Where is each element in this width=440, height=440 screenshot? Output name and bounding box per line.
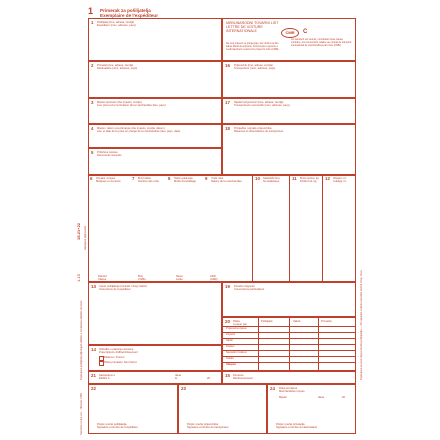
letter-label-fr: Lettre <box>176 278 183 281</box>
cmr-title-1: MEĐUNARODNI TOVARNI LIST <box>226 21 279 25</box>
side-text-sender: Popunjava pošiljatelj uključujući rubrike s oznakama debelim okvirom <box>80 300 83 380</box>
signature-label-hr: Potpis i pečat prijevoznika <box>187 423 219 426</box>
cmr-letter: C <box>303 29 308 35</box>
box-number: 9 <box>205 176 208 181</box>
box-label-fr: Transporteurs successifs (nom, adresse, pays) <box>234 104 290 107</box>
year-prefix: 20 <box>342 396 345 399</box>
cmr-header-box <box>222 18 356 61</box>
box-5-documents[interactable] <box>88 148 222 175</box>
box-8-packing[interactable] <box>166 175 202 275</box>
copy-title-hr: Primerak za pošiljatelja <box>100 8 151 13</box>
side-code: 1-15 <box>76 273 81 282</box>
pay-row-7: Ukupno <box>226 363 237 366</box>
place-label: Mjesto <box>279 396 287 399</box>
box-label-fr: Marchandises reçues <box>279 390 305 393</box>
pay-row-2: Popusti <box>226 333 235 336</box>
box-number: 12 <box>325 176 330 181</box>
date-label-fr: le <box>175 377 178 380</box>
box-11-gross-weight[interactable] <box>290 175 322 275</box>
cmr-note-right: Ce transport est soumis, nonobstant toute clause contraire, à la Convention relative au contrat de transport international de marchandises par route (CMR). <box>291 38 352 47</box>
box-10-statistical[interactable] <box>253 175 288 275</box>
box-number: 10 <box>255 176 260 181</box>
box-label-hr: Primatelj (ime, adresa, zemlja) <box>97 64 134 67</box>
box-label-hr: Statistički broj <box>263 177 280 180</box>
signature-label-hr: Potpis i pečat primatelja <box>276 423 305 426</box>
pay-row-3: Saldo <box>226 339 233 342</box>
box-label-fr: Instructions de l'expéditeur <box>99 288 131 291</box>
box-label-fr: Marques et numéros <box>96 180 121 183</box>
box-label-hr: Mjesto isporuke robe (mjesto, zemlja) <box>97 101 142 104</box>
box-label-fr: Mode d'emballage <box>174 180 196 183</box>
date-label: dana <box>318 396 324 399</box>
box-15-cash-on-delivery[interactable] <box>222 371 356 384</box>
box-9-nature[interactable] <box>203 175 251 275</box>
box-label-hr: Plaća <box>233 320 240 323</box>
copy-number: 1 <box>88 6 94 16</box>
box-label-hr: Obujam m³ <box>333 177 347 180</box>
box-label-fr: Réserves et observations du transporteur <box>234 130 284 133</box>
pay-row-5: Sporedni troškovi <box>226 351 247 354</box>
class-label-fr: Classe <box>98 278 107 281</box>
box-number: 11 <box>292 176 297 181</box>
pay-col-sender: Pošiljatelj <box>261 320 273 323</box>
box-label-fr: No statistique <box>263 180 280 183</box>
box-6-marks[interactable] <box>88 175 128 275</box>
box-label-fr: Prescriptions d'affranchissement <box>99 351 138 354</box>
box-2-consignee[interactable] <box>88 61 222 98</box>
box-number: 8 <box>168 176 171 181</box>
box-number: 14 <box>91 347 96 352</box>
pay-col-currency: Valuta <box>293 320 301 323</box>
box-number: 5 <box>91 150 94 155</box>
side-bottom-left: Narodne novine d.d. · Obrazac CMR <box>80 392 83 435</box>
box-label-fr: Nature de la marchandise <box>211 180 242 183</box>
box-number: 15 <box>225 373 230 378</box>
letter-label: Slovo <box>176 275 183 278</box>
box-number: 1 <box>91 20 94 25</box>
box-number: 4 <box>91 126 94 131</box>
box-label-fr: Lieu prévu pour la livraison de la marchandise (lieu, pays) <box>97 104 166 107</box>
box-label-hr: Prijevoznik (ime, adresa, zemlja) <box>234 64 273 67</box>
box-label-hr: Priložene isprave <box>97 151 118 154</box>
box-label-fr: Établie à <box>99 377 110 380</box>
box-number: 21 <box>91 373 96 378</box>
box-17-successive-carriers[interactable] <box>222 98 356 124</box>
box-13-instructions[interactable] <box>88 282 222 345</box>
box-label-hr: Bruto težina, kg <box>300 177 319 180</box>
box-label-fr: Expéditeur (nom, adresse, pays) <box>97 24 136 27</box>
box-label-hr: Odredbe o plaćanju vozarine <box>99 348 134 351</box>
box-number: 2 <box>91 63 94 68</box>
adr-label-fr: (ADR) <box>210 278 218 281</box>
cmr-note-left: Ne ovoj prijevoz se primjenjuje, bez obzira na bilo kakvu klauzulu suprotno, Konvencija o ugovoru o međunarodnom cestovnom prijevozu robe (CMR). <box>226 42 280 51</box>
option-non-franco: Plaća primatelj / Non franco <box>104 361 138 364</box>
box-number: 22 <box>91 386 96 391</box>
box-label-hr: Mjesto i datum preuzimanja robe (mjesto, zemlja, datum) <box>97 127 165 130</box>
signature-label-fr: Signature et timbre du transporteur <box>187 426 229 429</box>
box-label-hr: Upute pošiljatelja (carinski i drugi nalozi) <box>99 285 147 288</box>
cmr-logo: CMR <box>281 28 299 38</box>
box-number: 6 <box>90 176 93 181</box>
signature-label-hr: Potpis i pečat pošiljatelja <box>97 423 127 426</box>
box-number: 7 <box>132 176 135 181</box>
box-number: 16 <box>225 63 230 68</box>
box-20-to-be-paid-by <box>222 317 356 371</box>
adr-label: ADR <box>210 275 216 278</box>
box-14-freight-payment[interactable] <box>88 345 222 371</box>
box-label-hr: Vrsta robe <box>211 177 224 180</box>
box-label-hr: Pouzeće <box>233 374 244 377</box>
box-label-fr: Destinataire (nom, adresse, pays) <box>97 67 138 70</box>
pay-row-1: Prijevozna cijena <box>226 327 247 330</box>
signature-label-fr: Signature et timbre du destinataire <box>276 426 318 429</box>
box-label-fr: Transporteur (nom, adresse, pays) <box>234 67 276 70</box>
pay-row-6: Ostalo <box>226 357 234 360</box>
box-label-hr: Broj koleta <box>138 177 151 180</box>
side-text-carrier: Ispunjava prijevoznik <box>84 225 87 250</box>
box-number: 24 <box>270 386 275 391</box>
box-21-established-in[interactable] <box>88 371 222 384</box>
box-18-carrier-remarks[interactable] <box>222 124 356 175</box>
cmr-title-3: INTERNATIONALE <box>226 29 257 33</box>
cmr-title-2: LETTRE DE VOITURE <box>226 25 263 29</box>
box-label-hr: Primjedbe i ograde prijevoznika <box>234 127 272 130</box>
box-23-carrier-signature[interactable] <box>178 384 267 434</box>
box-number: 3 <box>91 100 94 105</box>
box-19-special-agreements[interactable] <box>222 282 356 317</box>
signature-label-fr: Signature et timbre de l'expéditeur <box>97 426 138 429</box>
pay-col-consignee: Primatelj <box>321 320 332 323</box>
box-label-fr: A payer par <box>233 323 247 326</box>
number-label-fr: Chiffre <box>138 278 146 281</box>
box-number: 17 <box>225 100 230 105</box>
box-label-fr: Remboursement <box>233 377 253 380</box>
box-label-hr: Način pakiranja <box>174 177 193 180</box>
box-12-volume[interactable] <box>323 175 356 275</box>
number-label: Broj <box>138 275 143 278</box>
side-text-right: Popunjava se pod odgovornošću pošiljatelja — Pri opasnim tvarima navedite razred, broj i slovo <box>360 269 363 380</box>
option-franco: Plaćeno / Franco <box>104 356 125 359</box>
box-label-fr: Cubage m³ <box>333 180 347 183</box>
box-number: 20 <box>225 319 230 324</box>
box-label-fr: Nombre des colis <box>138 180 159 183</box>
box-3-delivery-place[interactable] <box>88 98 222 124</box>
pay-row-4: Dodaci <box>226 345 235 348</box>
box-16-carrier[interactable] <box>222 61 356 98</box>
box-1-sender[interactable] <box>88 18 222 61</box>
box-label-hr: Posebni dogovori <box>234 285 255 288</box>
box-24-goods-received[interactable] <box>267 384 356 434</box>
box-4-pickup-place-date[interactable] <box>88 124 222 148</box>
date-label-hr: dana <box>175 374 181 377</box>
box-label-fr: Poids brut, kg <box>300 180 317 183</box>
box-number: 18 <box>225 126 230 131</box>
box-number: 13 <box>91 284 96 289</box>
copy-title-fr: Exemplaire de l'expéditeur <box>100 13 159 18</box>
class-label: Razred <box>98 275 107 278</box>
box-label-hr: Sastavljeno u <box>99 374 116 377</box>
box-7-packages[interactable] <box>130 175 165 275</box>
box-number: 23 <box>181 386 186 391</box>
box-label-fr: Documents annexés <box>97 154 122 157</box>
box-number: 19 <box>225 284 230 289</box>
box-label-hr: Pošiljatelj (ime, adresa, zemlja) <box>97 21 135 24</box>
box-label-hr: Roba primljena <box>279 387 298 390</box>
box-label-hr: Oznake i brojevi <box>96 177 116 180</box>
adr-class-row <box>88 275 252 282</box>
box-label-hr: Sljedeći prijevoznici (ime, adresa, zemlja) <box>234 101 284 104</box>
box-22-sender-signature[interactable] <box>88 384 178 434</box>
box-label-fr: Lieu et date de la prise en charge de la marchandise (lieu, pays, date) <box>97 130 181 133</box>
box-label-fr: Conventions particulières <box>234 288 265 291</box>
year-prefix: 20 <box>207 377 210 380</box>
side-code-2: 15-21+22 <box>76 222 81 240</box>
